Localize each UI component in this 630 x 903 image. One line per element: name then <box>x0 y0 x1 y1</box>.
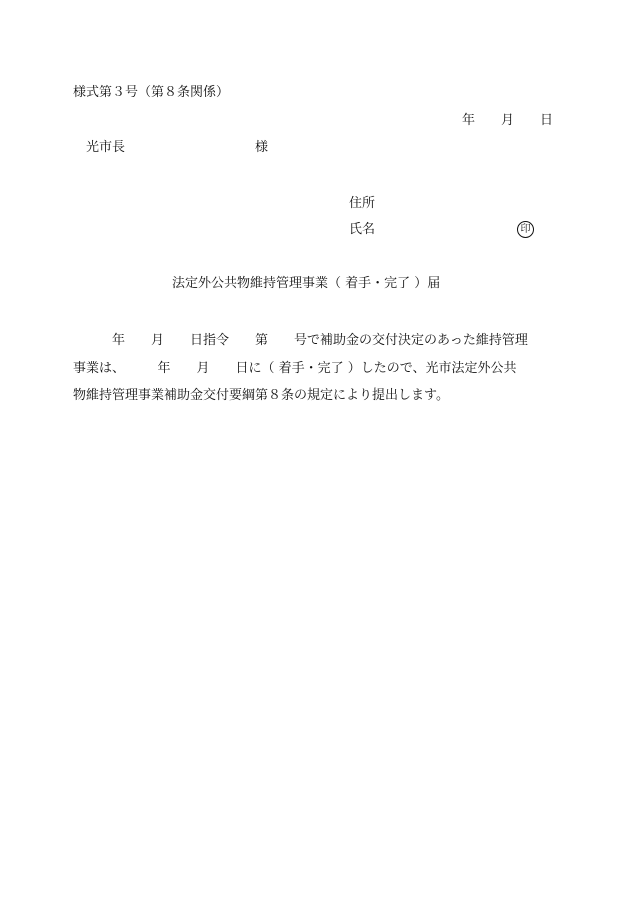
document-title: 法定外公共物維持管理事業（ 着手・完了 ）届 <box>172 276 441 291</box>
body-line-3: 物維持管理事業補助金交付要綱第８条の規定により提出します。 <box>73 388 449 403</box>
body-line-2: 事業は、 年 月 日に（ 着手・完了 ）したので、光市法定外公共 <box>73 361 517 376</box>
form-number: 様式第３号（第８条関係） <box>73 85 230 100</box>
body-line-1: 年 月 日指令 第 号で補助金の交付決定のあった維持管理 <box>73 333 528 348</box>
seal-icon: 印 <box>517 221 534 238</box>
name-label: 氏名 <box>349 222 376 237</box>
date-line: 年 月 日 <box>462 113 554 128</box>
addressee-line: 光市長 様 <box>86 140 269 155</box>
address-label: 住所 <box>349 196 376 211</box>
